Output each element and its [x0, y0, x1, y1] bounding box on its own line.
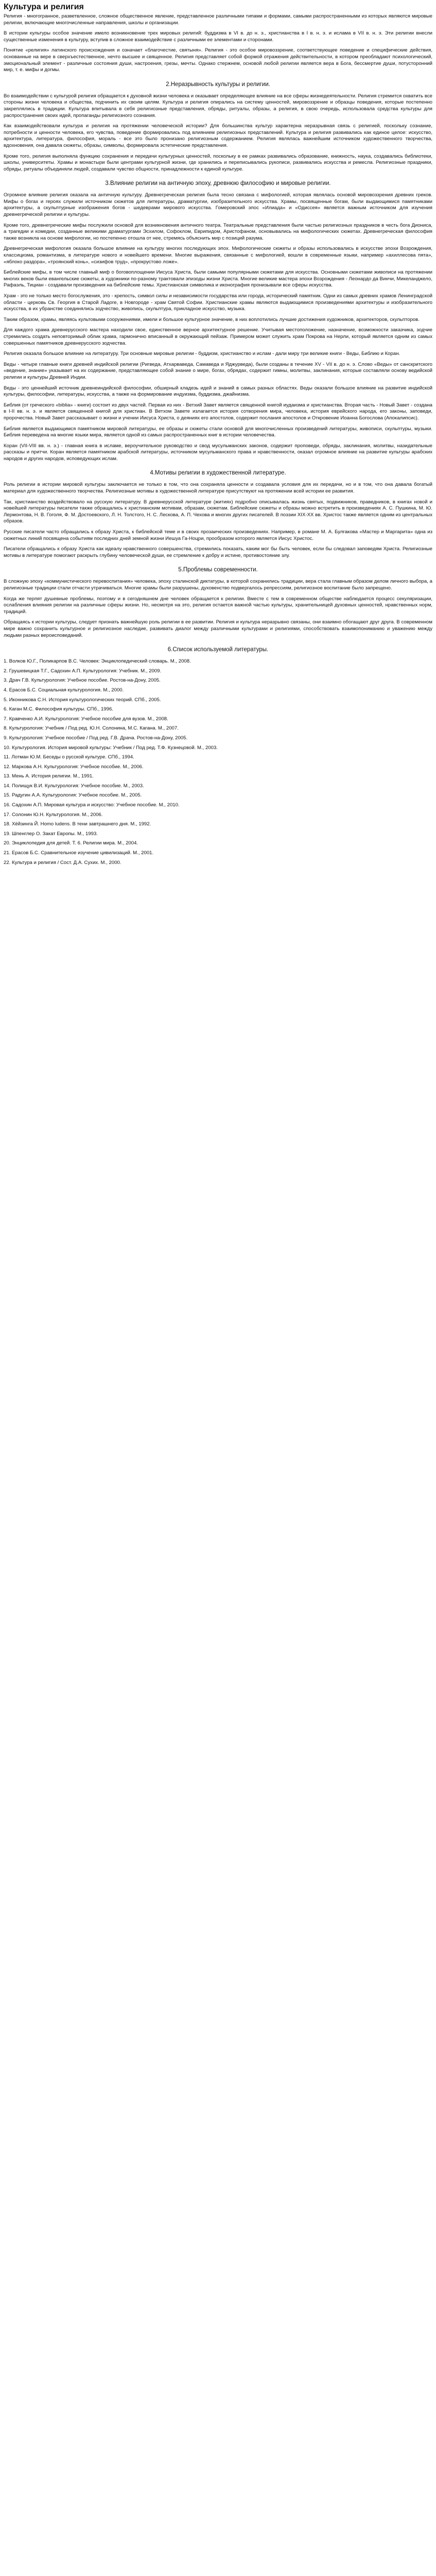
reference-item: 5. Иконникова С.Н. История культурологических теорий. СПб., 2005. — [4, 697, 161, 703]
reference-item: 6. Каган М.С. Философия культуры. СПб., 1996. — [4, 706, 113, 713]
reference-item: 13. Мень А. История религии. М., 1991. — [4, 773, 94, 779]
reference-item: 11. Лотман Ю.М. Беседы о русской культуре. СПб., 1994. — [4, 754, 134, 760]
paragraph: Во взаимодействии с культурой религия обращается к духовной жизни человека и оказывает определяющее влияние на все сферы жизнедеятельности. Религия стремится охватить все стороны жизни человека и общества, подчинить их своим целям. Культура и религия опирались на систему ценностей, мировоззрение и образцы поведения, которые постепенно закреплялись в традиции. Культура впитывала в себя религиозные представления, обряды, ритуалы, образы, а религия, в свою очередь, использовала средства культуры для распространения своих идей, пропаганды религиозного сознания. — [4, 93, 432, 118]
section-literature — [4, 469, 432, 559]
paragraph: Роль религии в истории мировой культуры заключается не только в том, что она сохраняла ценности и создавала условия для их передачи, но и в том, что она давала богатый материал для художественного творчества. Религиозные мотивы в художественной литературе присутствуют на протяжении всей истории ее развития. — [4, 482, 432, 495]
paragraph: Библия (от греческого «biblia» - книги) состоит из двух частей. Первая из них - Ветхий Завет является священной книгой иудаизма и христианства. Вторая часть - Новый Завет - создана в I-II вв. н. э. и является священной книгой для христиан. В Ветхом Завете излагается история сотворения мира, человека, история еврейского народа, его законы, заповеди, пророчества. Новый Завет рассказывает о жизни и учении Иисуса Христа, о деяниях его апостолов, содержит послания апостолов и Откровение Иоанна Богослова (Апокалипсис). — [4, 402, 432, 421]
reference-item: 7. Кравченко А.И. Культурология: Учебное пособие для вузов. М., 2008. — [4, 716, 168, 722]
section-heading: 2.Неразрывность культуры и религии. — [166, 81, 270, 88]
page-title: Культура и религия — [4, 3, 84, 11]
paragraph: В истории культуры особое значение имело возникновение трех мировых религий: буддизма в VI в. до н. э., христианства в I в. н. э. и ислама в VII в. н. э. Эти религии внесли существенные изменения в культуру, вступив в сложное взаимодействие с различными ее элементами и сторонами. — [4, 30, 432, 43]
paragraph: Коран (VII-VIII вв. н. э.) - главная книга в исламе, вероучительное руководство и свод мусульманских законов, содержит проповеди, обряды, заклинания, молитвы, назидательные рассказы и притчи. Коран является памятником арабской литературы, источником мусульманского права и нравственности, оказал огромное влияние на развитие культуры арабских народов и других народов, исповедующих ислам. — [4, 443, 432, 462]
paragraph: Огромное влияние религия оказала на античную культуру. Древнегреческая религия была тесно связана с мифологией, которая являлась основой мировоззрения древних греков. Мифы о богах и героях служили источником сюжетов для литературы, драматургии, изобразительного искусства. Храмы, посвященные богам, были выдающимися памятниками архитектуры, а скульптурные изображения богов - шедеврами мирового искусства. Гомеровский эпос «Илиада» и «Одиссея» является важным источником для изучения древнегреческой религии и культуры. — [4, 192, 432, 218]
paragraph: Понятие «религия» латинского происхождения и означает «благочестие, святыня». Религия - это особое мировоззрение, соответствующее поведение и специфические действия, основанные на вере в сверхъестественное, нечто высшее и священное. Религия представляет собой формой отражения действительности, в котором преобладают психологический, эмоциональный элемент - различные состояния души, настроения, грезы, мечты. Однако стержнем, основой любой религии является вера в Бога, бессмертие души, потусторонний мир, т. е. мифы и догмы. — [4, 47, 432, 73]
paragraph: Писатели обращались к образу Христа как идеалу нравственного совершенства, стремились показать, каким мог бы быть человек, если бы следовал заповедям Христа. Религиозные мотивы в литературе помогают раскрыть глубину человеческой души, ее стремление к добру и истине, противостояние злу. — [4, 546, 432, 558]
section-antiquity — [4, 180, 432, 462]
paragraph: Религия оказала большое влияние на литературу. Три основные мировые религии - буддизм, христианство и ислам - дали миру три великие книги - Веды, Библию и Коран. — [4, 351, 400, 357]
document — [0, 2, 436, 866]
intro-section — [4, 13, 432, 74]
paragraph: Веды - это ценнейший источник древнеиндийской философии, обширный кладезь идей и знаний в самых разных областях. Веды оказали большое влияние на развитие индийской культуры, философии, литературы, искусства, а также на формирование индуизма, буддизма, джайнизма. — [4, 385, 432, 398]
reference-item: 18. Хёйзинга Й. Homo ludens. В тени завтрашнего дня. М., 1992. — [4, 821, 151, 827]
paragraph: Когда же терпят душевные проблемы, поэтому и в сегодняшнем дне человек обращается к религии. Вместе с тем в современном обществе наблюдается процесс секуляризации, ослабления влияния религии на различные сферы жизни. Но, несмотря на это, религия остается важной частью культуры, хранительницей духовных ценностей, нравственных норм, традиций. — [4, 596, 432, 615]
reference-item: 20. Энциклопедия для детей. Т. 6. Религии мира. М., 2004. — [4, 840, 138, 846]
reference-item: 9. Культурология: Учебное пособие / Под ред. Г.В. Драча. Ростов-на-Дону, 2005. — [4, 735, 188, 741]
reference-item: 14. Полищук В.И. Культурология: Учебное пособие. М., 2003. — [4, 783, 144, 789]
paragraph: Русские писатели часто обращались к образу Христа, к библейской теме и в своих прозаических произведениях. Например, в романе М. А. Булгакова «Мастер и Маргарита» одна из сюжетных линий посвящена событиям последних дней земной жизни Иешуа Га-Ноцри, прообразом которого является Иисус Христос. — [4, 529, 432, 541]
paragraph: Так, христианство воздействовало на русскую литературу. В древнерусской литературе (житиях) подробно описывалась жизнь святых, подвижников, праведников, в книгах новой и новейшей литературы писатели также обращались к христианским мотивам, образам, сюжетам. Библейские сюжеты и образы можно встретить в произведениях А. С. Пушкина, М. Ю. Лермонтова, Н. В. Гоголя, Ф. М. Достоевского, Л. Н. Толстого, Н. С. Лескова, А. П. Чехова и многих других писателей. В поэзии XIX-XX вв. Христос также является одним из центральных образов. — [4, 499, 432, 524]
reference-item: 12. Маркова А.Н. Культурология: Учебное пособие. М., 2006. — [4, 764, 144, 770]
reference-item: 17. Солонин Ю.Н. Культурология. М., 2006. — [4, 811, 103, 818]
paragraph: Как взаимодействовали культура и религия на протяжении человеческой истории? Для большинства культур характерна неразрывная связь с религией, поскольку сознание, потребности и ценности человека, его чувства, поведение формировались под влиянием религиозных представлений. Культура и религия развивались как единое целое: искусство, архитектура, литература, философия, мораль - все это было пронизано религиозным содержанием. Религия являлась важнейшим источником художественного творчества, вдохновения, она давала сюжеты, образы, символы, формировала эстетические представления. — [4, 123, 432, 148]
reference-item: 3. Драч Г.В. Культурология: Учебное пособие. Ростов-на-Дону, 2005. — [4, 677, 161, 684]
section-modernity — [4, 566, 432, 639]
reference-item: 22. Культура и религия / Сост. Д.А. Сухих. М., 2000. — [4, 859, 121, 866]
reference-item: 21. Ерасов Б.С. Сравнительное изучение цивилизаций. М., 2001. — [4, 850, 154, 856]
paragraph: Храм - это не только место богослужения, это - крепость, символ силы и независимости государства или города, исторический памятник. Одни из самых древних храмов Ленинградской области - церковь Св. Георгия в Старой Ладоге, в Новгороде - храм Святой Софии. Христианские храмы являются выдающимися произведениями архитектуры и изобразительного искусства, в их убранстве соединялись зодчество, живопись, скульптура, прикладное искусство, музыка. — [4, 293, 432, 312]
section-heading: 4.Мотивы религии в художественной литературе. — [150, 470, 286, 477]
reference-item: 1. Волков Ю.Г., Поликарпов В.С. Человек: Энциклопедический словарь. М., 2008. — [4, 658, 191, 665]
paragraph: Древнегреческая мифология оказала большое влияние на культуру многих последующих эпох. Мифологические сюжеты и образы использовались в искусстве эпохи Возрождения, классицизма, романтизма, в литературе нового и новейшего времени. Многие выражения, связанные с мифологией, вошли в современные языки, например «ахиллесова пята», «яблоко раздора», «троянский конь», «сизифов труд», «прокрустово ложе». — [4, 246, 432, 265]
paragraph: В сложную эпоху «коммунистического перевоспитания» человека, эпоху сталинской диктатуры, в которой сохранились традиции, вера стала главным образом делом личного выбора, а религиозные традиции стали отчасти утрачиваться. Многие храмы были разрушены, духовенство подвергалось репрессиям, религиозное воспитание было запрещено. — [4, 579, 432, 591]
paragraph: Кроме того, древнегреческие мифы послужили основой для возникновения античного театра. Театральные представления были частью религиозных праздников в честь бога Диониса, а трагедии и комедии, созданные великими драматургами Эсхилом, Софоклом, Еврипидом, Аристофаном, основывались на мифологических сюжетах. Древнегреческая философия также возникла на основе мифологии, но постепенно отошла от нее, стремясь объяснить мир с позиций разума. — [4, 222, 432, 241]
paragraph: Кроме того, религия выполняла функцию сохранения и передачи культурных ценностей, поскольку в ее рамках развивались образование, книжность, наука, создавались библиотеки, школы, университеты. Храмы и монастыри были центрами культурной жизни, где хранились и переписывались рукописи, развивались искусства и ремесла. Религиозные праздники, обряды, ритуалы объединяли людей, создавали чувство общности, принадлежности к единой культуре. — [4, 153, 432, 172]
paragraph: Для каждого храма древнерусского мастера находили свое, единственное верное архитектурное решение. Учитывая местоположение, назначение, возможности заказчика, зодчие стремились создать неповторимый облик храма, гармонично вписанный в окружающий пейзаж. Примером может служить храм Покрова на Нерли, который является одним из самых совершенных памятников древнерусского зодчества. — [4, 327, 432, 346]
reference-item: 15. Радугин А.А. Культурология: Учебное пособие. М., 2005. — [4, 792, 142, 799]
section-heading: 3.Влияние религии на античную эпоху, древнюю философию и мировые религии. — [105, 180, 331, 187]
section-heading: 5.Проблемы современности. — [178, 567, 258, 573]
paragraph: Библия является выдающимся памятником мировой литературы, ее образы и сюжеты стали основой для многочисленных произведений литературы, живописи, скульптуры, музыки. Библия переведена на многие языки мира, является одной из самых распространенных книг в истории человечества. — [4, 426, 432, 438]
section-heading: 6.Список используемой литературы. — [167, 647, 269, 653]
reference-item: 4. Ерасов Б.С. Социальная культурология. М., 2000. — [4, 687, 124, 693]
paragraph: Религия - многогранное, разветвленное, сложное общественное явление, представленное различными типами и формами, самыми распространенными из которых являются мировые религии, включающие многочисленные направления, школы и организации. — [4, 13, 432, 26]
reference-item: 19. Шпенглер О. Закат Европы. М., 1993. — [4, 831, 98, 837]
reference-item: 2. Грушевицкая Т.Г., Садохин А.П. Культурология: Учебник. М., 2009. — [4, 668, 162, 674]
paragraph: Таким образом, храмы, являясь культовыми сооружениями, имели и большое культурное значение, в них воплотились лучшие достижения художников, архитекторов, скульпторов. — [4, 316, 420, 323]
paragraph: Библейские мифы, в том числе главный миф о боговоплощении Иисуса Христа, были самыми популярными сюжетами для искусства. Основными сюжетами живописи на протяжении многих веков были евангельские сюжеты, а художники по-разному трактовали эпизоды жизни Христа. Многие великие мастера эпохи Возрождения - Леонардо да Винчи, Микеланджело, Рафаэль, Тициан - создавали произведения на библейские темы. Христианская символика и иконография пронизывали все сферы искусства. — [4, 269, 432, 289]
paragraph: Обращаясь к истории культуры, следует признать важнейшую роль религии в ее развитии. Религия и культура неразрывно связаны, они взаимно обогащают друг друга. В современном мире важно сохранить культурное и религиозное наследие, развивать диалог между различными культурами и религиями, способствовать взаимопониманию и уважению между людьми разных вероисповеданий. — [4, 619, 432, 638]
reference-item: 16. Садохин А.П. Мировая культура и искусство: Учебное пособие. М., 2010. — [4, 802, 180, 808]
reference-item: 10. Культурология. История мировой культуры: Учебник / Под ред. Т.Ф. Кузнецовой. М., 2003. — [4, 744, 218, 751]
reference-item: 8. Культурология: Учебник / Под ред. Ю.Н. Солонина, М.С. Кагана. М., 2007. — [4, 725, 179, 732]
references-section — [4, 646, 432, 866]
section-inseparability — [4, 81, 432, 173]
paragraph: Веды - четыре главные книги древней индийской религии (Ригведа, Атхарваведа, Самаведа и Яджурведа), были созданы в течение XV - VII в. до н. э. Слово «Веды» от санскритского «ведение, знание» указывает на их содержание, представляющее собой знание о мире, богах, обрядах, содержит гимны, молитвы, заклинания, которые составляли основу ведийской религии и культуры Древней Индии. — [4, 361, 432, 380]
